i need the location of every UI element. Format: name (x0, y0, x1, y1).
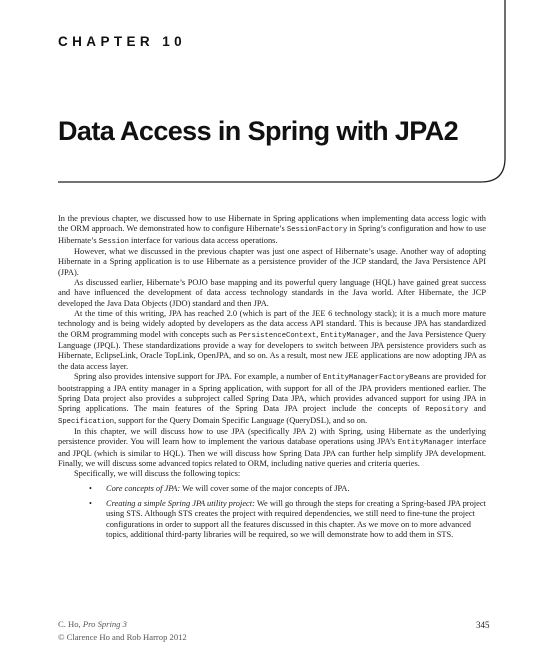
topics-list (58, 484, 486, 541)
bullet-text: We will go through the steps for creating a Spring-based JPA project using STS. Although STS creates the project with required dependencies, we still need to fine-tune the project configurations in order to support all the features discussed in this chapter. As we move on to more advanced topics, additional third-party libraries will be required, so we will demonstrate how to add them in STS. (106, 498, 486, 539)
paragraph-1: In the previous chapter, we discussed how to use Hibernate in Spring applications when implementing data access logic with the ORM approach. We demonstrated how to configure Hibernate’s SessionFactory in Spring’s configuration and how to use Hibernate’s Session interface for various data access operations. (58, 214, 486, 246)
footer-citation (58, 618, 187, 644)
book-title: Pro Spring 3 (82, 619, 127, 629)
chapter-title: Data Access in Spring with JPA2 (58, 116, 459, 146)
list-item (58, 484, 486, 494)
bullet-text: We will cover some of the major concepts of JPA. (180, 483, 350, 493)
paragraph-7: Specifically, we will discuss the following topics: (74, 469, 241, 479)
footer-copyright: © Clarence Ho and Rob Harrop 2012 (58, 632, 187, 642)
bullet-term: Core concepts of JPA: (106, 483, 181, 493)
paragraph-4: At the time of this writing, JPA has reached 2.0 (which is part of the JEE 6 technology stack); it is a much more mature technology and is being widely adopted by developers as the data access API standard. This is because JPA has standardized the ORM programming model with concepts such as PersistenceContext, EntityManager, and the Java Persistence Query Language (JPQL). These standardizations provide a way for developers to switch between JPA persistence providers such as Hibernate, EclipseLink, Oracle TopLink, OpenJPA, and so on. As a result, most new JEE applications are now adopting JPA as the data access layer. (58, 309, 486, 371)
body-text (58, 214, 486, 545)
page-number: 345 (476, 620, 490, 630)
paragraph-2: However, what we discussed in the previous chapter was just one aspect of Hibernate’s usage. Another way of adopting Hibernate in a Spring application is to use Hibernate as a persistence provider of the JCP standard, the Java Persistence API (JPA). (58, 247, 486, 277)
chapter-header-frame (0, 0, 539, 190)
footer-author-line: C. Ho, Pro Spring 3 (58, 619, 127, 629)
chapter-label: CHAPTER 10 (58, 34, 187, 49)
list-item (58, 499, 486, 540)
paragraph-5: Spring also provides intensive support for JPA. For example, a number of EntityManagerFactoryBeans are provided for bootstrapping a JPA entity manager in a Spring application, with support for all of the JPA providers mentioned earlier. The Spring Data project also provides a subproject called Spring Data JPA, which provides advanced support for using JPA in Spring applications. The main features of the Spring Data JPA project include the concepts of Repository and Specification, support for the Query Domain Specific Language (QueryDSL), and so on. (58, 372, 486, 426)
bullet-marker: • (89, 498, 92, 508)
bullet-term: Creating a simple Spring JPA utility project: (106, 498, 255, 508)
paragraph-3: As discussed earlier, Hibernate’s POJO base mapping and its powerful query language (HQL) have gained great success and have influenced the development of data access technology standards in the Java world. After Hibernate, the JCP developed the Java Data Objects (JDO) standard and then JPA. (58, 278, 486, 308)
paragraph-6: In this chapter, we will discuss how to use JPA (specifically JPA 2) with Spring, using Hibernate as the underlying persistence provider. You will learn how to implement the various database operations using JPA’s EntityManager interface and JPQL (which is similar to HQL). Then we will discuss how Spring Data JPA can further help simplify JPA development. Finally, we will discuss some advanced topics related to ORM, including native queries and criteria queries. (58, 426, 486, 468)
bullet-marker: • (89, 483, 92, 493)
